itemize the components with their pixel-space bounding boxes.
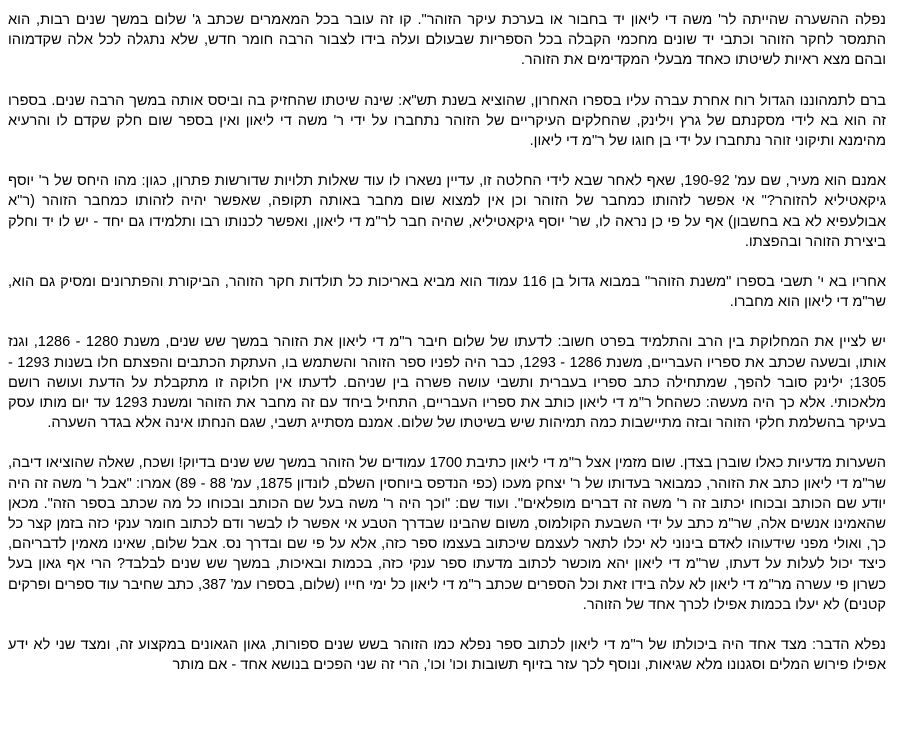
paragraph-2: ברם לתמהוננו הגדול רוח אחרת עברה עליו בספרו האחרון, שהוציא בשנת תש"א: שינה שיטתו שהחזיק בה וביסס אותה במשך הרבה שנים. בספרו זה הוא בא לידי מסקנתם של גרץ וילינק, שהחלקים העיקריים של הזוהר נתחברו על ידי ר' משה די ליאון ואין בספר שום חלק שקדם לו והרעיא מהימנא ותיקוני זוהר נתחברו על ידי בן חוגו של ר"מ די ליאון. (8, 92, 886, 150)
paragraph-3: אמנם הוא מעיר, שם עמ' 190-92, שאף לאחר שבא לידי החלטה זו, עדיין נשארו לו עוד שאלות תלויות שדורשות פתרון, כגון: מהו היחס של ר' יוסף גיקאטיליא להזוהר?" אי אפשר לזהותו כמחבר של הזוהר וכן אין למצוא שום מחבר באותה תקופה, שאפשר יהיה לזהותו כמחבר הזוהר (ר"א אבולעפיא לא בא בחשבון) אף על פי כן נראה לו, שר' יוסף גיקאטיליא, שהיה חבר לר"מ די ליאון, ואפשר לכנותו רבו ותלמידו גם יחד - יש לו יד וחלק ביצירת הזוהר ובהפצתו. (8, 173, 886, 250)
paragraph-7: נפלא הדבר: מצד אחד היה ביכולתו של ר"מ די ליאון לכתוב ספר נפלא כמו הזוהר בשש שנים ספורות, גאון הגאונים במקצוע זה, ומצד שני לא ידע אפילו פירוש המלים וסגנונו מלא שגיאות, ונוסף לכך עזר בזיוף תשובות וכו' וכו', הרי זה שני הפכים בנושא אחד - אם מותר (8, 637, 886, 674)
paragraph-5: יש לציין את המחלוקת בין הרב והתלמיד בפרט חשוב: לדעתו של שלום חיבר ר"מ די ליאון את הזוהר במשך שש שנים, משנת 1280 - 1286, וגנז אותו, ובשעה שכתב את ספריו העבריים, משנת 1286 - 1293, כבר היה לפניו ספר הזוהר והשתמש בו, העתקת הכתבים והפצתם חלו בשנות 1293 - 1305; ילינק סובר להפך, שמתחילה כתב ספריו בעברית ותשבי עושה פשרה בין שניהם. לדעתו אין חלוקה זו מתקבלת על הדעת ועושה רושם מלאכותי. אלא כך היה מעשה: כשהחל ר"מ די ליאון כותב את ספריו העבריים, התחיל ביחד עם זה מחבר את הזוהר ומשנת 1293 עד יום מותו עסק בעיקר בהשלמת חלקי הזוהר ובזה מתיישבות כמה תמיהות שיש בשיטתו של שלום. אמנם מסתייג תשבי, שגם הנחתו אינה אלא בגדר השערה. (8, 334, 886, 432)
paragraph-1: נפלה ההשערה שהייתה לר' משה די ליאון יד בחבור או בערכת עיקר הזוהר". קו זה עובר בכל המאמרים שכתב ג' שלום במשך שנים רבות, הוא התמסר לחקר הזוהר וכתבי יד שונים מחכמי הקבלה בכל הספריות שבעולם ועלה בידו לצבור הרבה חומר חדש, שלא נתגלה לכל אלה שקדמוהו ובהם מצא ראיות לשיטתו כאחד מבעלי המקדימים את הזוהר. (8, 12, 886, 69)
paragraph-4: אחריו בא י' תשבי בספרו "משנת הזוהר" במבוא גדול בן 116 עמוד הוא מביא באריכות כל תולדות חקר הזוהר, הביקורת והפתרונים ומסיק גם הוא, שר"מ די ליאון הוא מחברו. (8, 274, 886, 311)
paragraph-6: השערות מדעיות כאלו שוברן בצדן. שום מזמין אצל ר"מ די ליאון כתיבת 1700 עמודים של הזוהר במשך שש שנים בדיוק! ושכח, שאלה שהוציאו דיבה, שר"מ די ליאון כתב את הזוהר, כמבואר בעדותו של ר' יצחק מעכו (כפי הנדפס ביוחסין השלם, לונדון 1875, עמ' 88 - 89) אמרו: "אבל ר' משה זה היה יודע שם הכותב ובכוחו יכתוב זה ר' משה זה דברים מופלאים". ועוד שם: "וכך היה ר' משה בעל שם הכותב ובכוחו כל מה שכתב בספר הזה". מכאן שהאמינו אנשים אלה, שר"מ כתב על ידי השבעת הקולמוס, משום שהבינו שבדרך הטבע אי אפשר לו לבשר ודם לכתוב חומר ענקי כזה בזמן קצר כל כך, ואולי מפני שידעוהו לאדם בינוני לא יכלו לתאר לעצמם שיכתוב בעצמו ספר כזה, אלא על פי שם ובדרך נס. אבל שלום, שאינו מאמין לדבריהם, כיצד יכול לעלות על דעתו, שר"מ די ליאון יהא מוכשר לכתוב מדעתו ספר ענקי כזה, בכמות ובאיכות, במשך שש שנים לבלבד? הרי אף גאון בעל כשרון פי עשרה מר"מ די ליאון לא עלה בידו זאת וכל הספרים שכתב ר"מ די ליאון כל ימי חייו (שלום, בספרו עמ' 387, כתב שחיבר עוד ספרים ופרקים קטנים) לא יעלו בכמות אפילו לכרך אחד של הזוהר. (8, 455, 887, 613)
